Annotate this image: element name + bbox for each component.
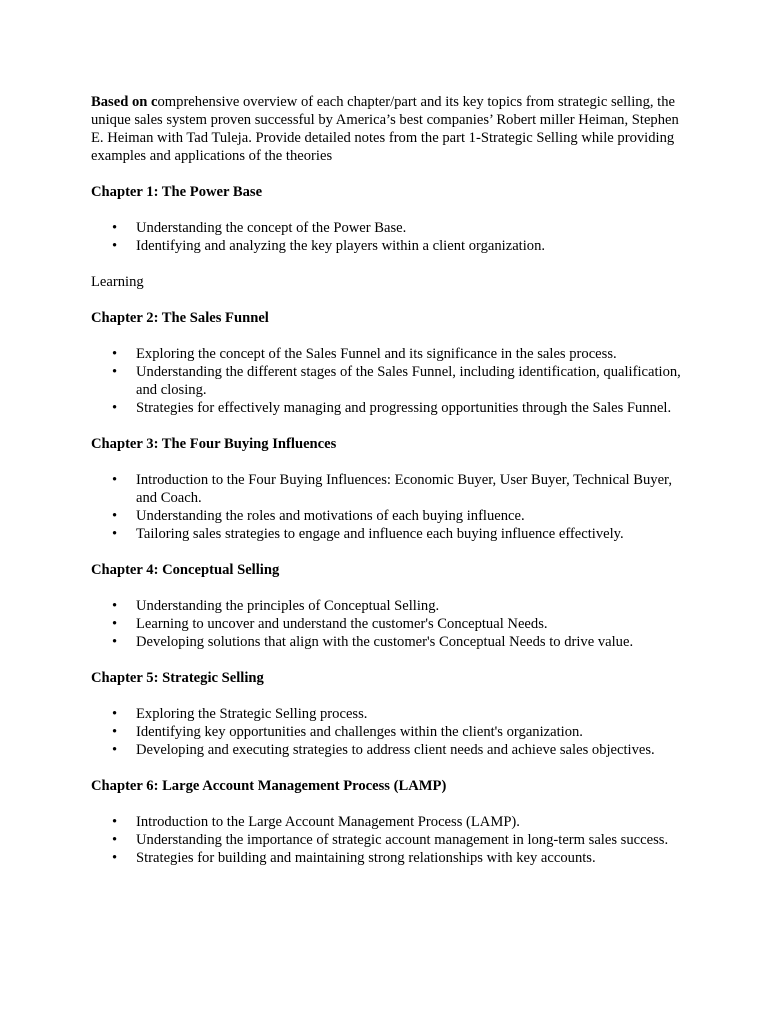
list-item-text: Understanding the principles of Conceptual Selling. xyxy=(136,598,440,614)
bullet-icon: • xyxy=(112,814,118,830)
bullet-icon: • xyxy=(112,220,118,236)
bullet-icon: • xyxy=(112,598,118,614)
list-item xyxy=(91,849,681,867)
chapter-bullet-list xyxy=(91,219,681,255)
list-item-text: Exploring the Strategic Selling process. xyxy=(136,706,368,722)
chapter-title: Chapter 4: Conceptual Selling xyxy=(91,562,280,578)
intro-bold-prefix: Based on c xyxy=(91,94,158,110)
list-item xyxy=(91,525,681,543)
list-item xyxy=(91,813,681,831)
list-item xyxy=(91,507,681,525)
list-item-text: Understanding the importance of strategic account management in long-term sales success. xyxy=(136,832,669,848)
bullet-icon: • xyxy=(112,472,118,488)
chapter-bullet-list xyxy=(91,705,681,759)
bullet-icon: • xyxy=(112,364,118,380)
chapter-title: Chapter 5: Strategic Selling xyxy=(91,670,264,686)
list-item xyxy=(91,363,681,399)
chapter-title: Chapter 1: The Power Base xyxy=(91,184,263,200)
list-item-text: Developing and executing strategies to address client needs and achieve sales objectives. xyxy=(136,742,655,758)
list-item-text: Developing solutions that align with the customer's Conceptual Needs to drive value. xyxy=(136,634,634,650)
learning-note: Learning xyxy=(91,274,144,290)
list-item-text: Tailoring sales strategies to engage and influence each buying influence effectively. xyxy=(136,526,624,542)
chapter-bullet-list xyxy=(91,345,681,417)
list-item xyxy=(91,399,681,417)
list-item-text: Identifying key opportunities and challenges within the client's organization. xyxy=(136,724,583,740)
list-item-text: Strategies for building and maintaining strong relationships with key accounts. xyxy=(136,850,596,866)
list-item xyxy=(91,345,681,363)
bullet-icon: • xyxy=(112,832,118,848)
intro-paragraph xyxy=(91,93,681,165)
list-item xyxy=(91,633,681,651)
list-item-text: Strategies for effectively managing and progressing opportunities through the Sales Funnel. xyxy=(136,400,672,416)
chapter-title: Chapter 2: The Sales Funnel xyxy=(91,310,269,326)
list-item xyxy=(91,705,681,723)
bullet-icon: • xyxy=(112,634,118,650)
bullet-icon: • xyxy=(112,706,118,722)
list-item xyxy=(91,741,681,759)
list-item-text: Identifying and analyzing the key players within a client organization. xyxy=(136,238,546,254)
chapter-bullet-list xyxy=(91,597,681,651)
bullet-icon: • xyxy=(112,238,118,254)
list-item-text: Understanding the different stages of the Sales Funnel, including identification, qualification, and closing. xyxy=(136,364,681,398)
bullet-icon: • xyxy=(112,346,118,362)
chapter-title: Chapter 3: The Four Buying Influences xyxy=(91,436,337,452)
list-item xyxy=(91,471,681,507)
list-item-text: Understanding the roles and motivations of each buying influence. xyxy=(136,508,525,524)
list-item-text: Introduction to the Large Account Management Process (LAMP). xyxy=(136,814,520,830)
chapter-title: Chapter 6: Large Account Management Process (LAMP) xyxy=(91,778,447,794)
bullet-icon: • xyxy=(112,742,118,758)
intro-text: omprehensive overview of each chapter/part and its key topics from strategic selling, the unique sales system proven successful by America’s best companies’ Robert miller Heiman, Stephen E. Heiman with Tad Tuleja. Provide detailed notes from the part 1-Strategic Selling while providing examples and applications of the theories xyxy=(91,94,679,164)
list-item xyxy=(91,615,681,633)
bullet-icon: • xyxy=(112,616,118,632)
list-item xyxy=(91,237,681,255)
list-item-text: Understanding the concept of the Power Base. xyxy=(136,220,407,236)
list-item xyxy=(91,597,681,615)
bullet-icon: • xyxy=(112,400,118,416)
list-item-text: Introduction to the Four Buying Influences: Economic Buyer, User Buyer, Technical Buyer, and Coach. xyxy=(136,472,672,506)
list-item xyxy=(91,831,681,849)
document-page xyxy=(91,93,681,885)
list-item-text: Learning to uncover and understand the customer's Conceptual Needs. xyxy=(136,616,548,632)
chapter-bullet-list xyxy=(91,813,681,867)
list-item xyxy=(91,219,681,237)
chapter-bullet-list xyxy=(91,471,681,543)
bullet-icon: • xyxy=(112,526,118,542)
list-item-text: Exploring the concept of the Sales Funnel and its significance in the sales process. xyxy=(136,346,617,362)
list-item xyxy=(91,723,681,741)
bullet-icon: • xyxy=(112,508,118,524)
bullet-icon: • xyxy=(112,850,118,866)
bullet-icon: • xyxy=(112,724,118,740)
